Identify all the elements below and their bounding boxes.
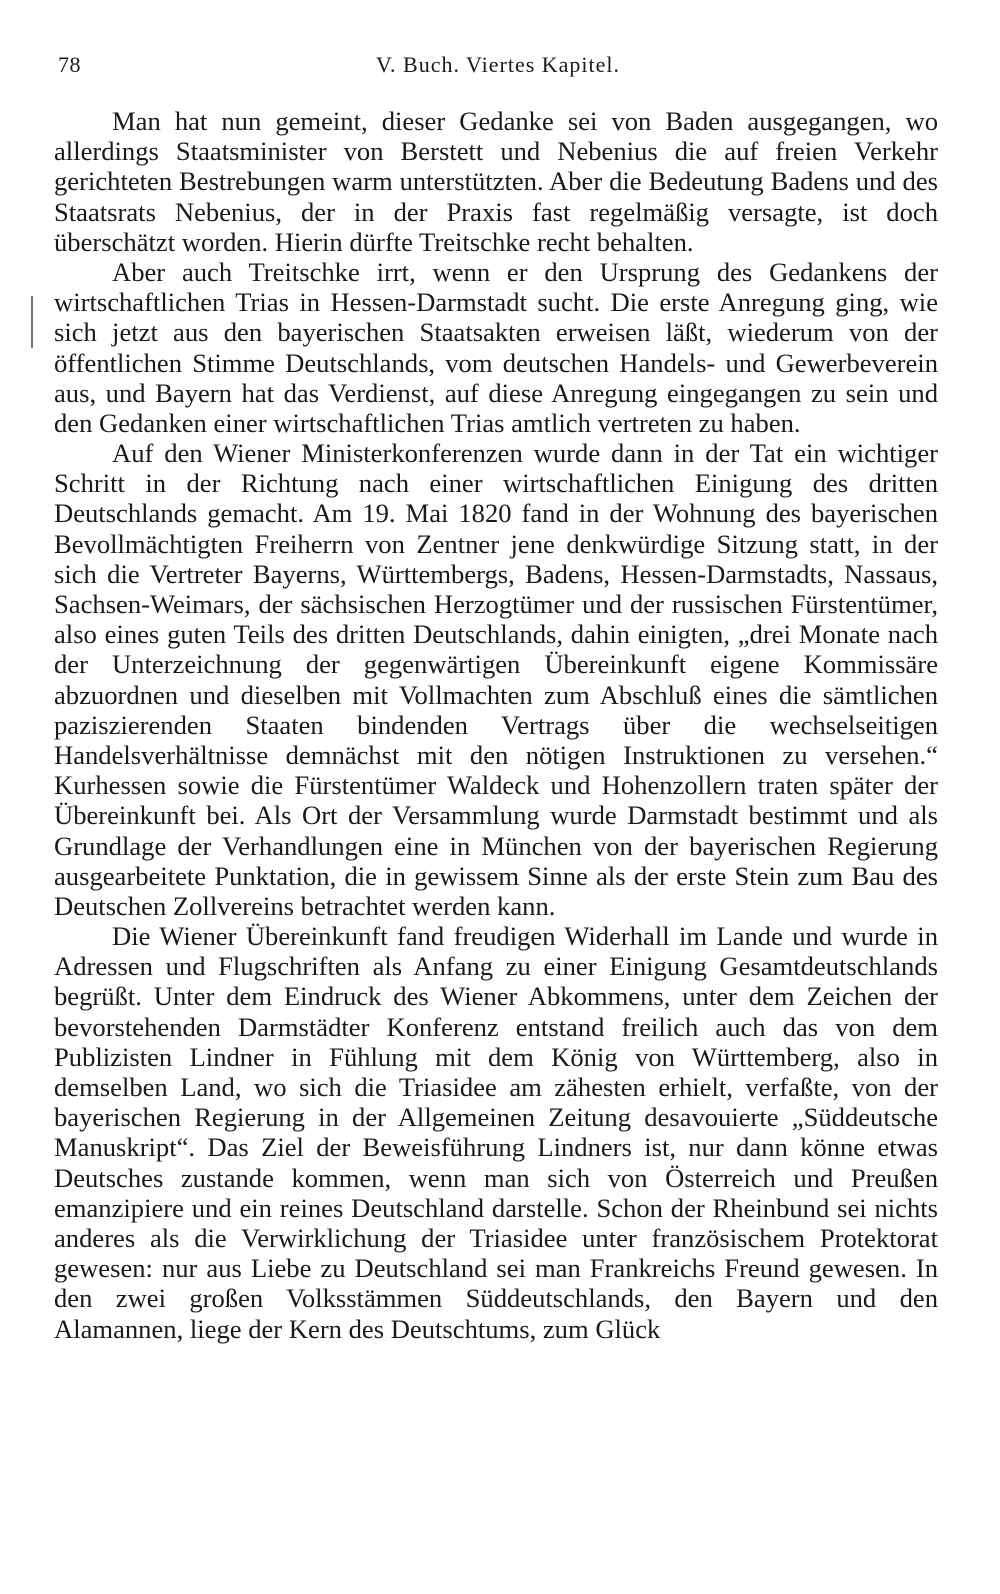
paragraph-4: Die Wiener Übereinkunft fand freudigen Widerhall im Lande und wurde in Adressen und Flugschriften als Anfang zu einer Einigung Gesamtdeutschlands begrüßt. Unter dem Eindruck des Wiener Abkommens, unter dem Zeichen der bevorstehenden Darmstädter Konferenz entstand freilich auch das von dem Publizisten Lindner in Fühlung mit dem König von Württemberg, also in demselben Land, wo sich die Triasidee am zähesten erhielt, verfaßte, von der bayerischen Regierung in der Allgemeinen Zeitung desavouierte „Süddeutsche Manuskript“. Das Ziel der Beweisführung Lindners ist, nur dann könne etwas Deutsches zustande kommen, wenn man sich von Österreich und Preußen emanzipiere und ein reines Deutschland darstelle. Schon der Rheinbund sei nichts anderes als die Verwirklichung der Triasidee unter französischem Protektorat gewesen: nur aus Liebe zu Deutschland sei man Frankreichs Freund gewesen. In den zwei großen Volksstämmen Süddeutschlands, den Bayern und den Alamannen, liege der Kern des Deutschtums, zum Glück <box>54 921 938 1344</box>
paragraph-3: Auf den Wiener Ministerkonferenzen wurde dann in der Tat ein wichtiger Schritt in der Richtung nach einer wirtschaftlichen Einigung des dritten Deutschlands gemacht. Am 19. Mai 1820 fand in der Wohnung des bayerischen Bevollmächtigten Freiherrn von Zentner jene denkwürdige Sitzung statt, in der sich die Vertreter Bayerns, Württembergs, Badens, Hessen-Darmstadts, Nassaus, Sachsen-Weimars, der sächsischen Herzogtümer und der russischen Fürstentümer, also eines guten Teils des dritten Deutschlands, dahin einigten, „drei Monate nach der Unterzeichnung der gegenwärtigen Übereinkunft eigene Kommissäre abzuordnen und dieselben mit Vollmachten zum Abschluß eines die sämtlichen paziszierenden Staaten bindenden Vertrags über die wechselseitigen Handelsverhältnisse demnächst mit den nötigen Instruktionen zu versehen.“ Kurhessen sowie die Fürstentümer Waldeck und Hohenzollern traten später der Übereinkunft bei. Als Ort der Versammlung wurde Darmstadt bestimmt und als Grundlage der Verhandlungen eine in München von der bayerischen Regierung ausgearbeitete Punktation, die in gewissem Sinne als der erste Stein zum Bau des Deutschen Zollvereins betrachtet werden kann. <box>54 438 938 921</box>
margin-pencil-mark <box>31 296 33 348</box>
page-header <box>58 52 938 88</box>
paragraph-2: Aber auch Treitschke irrt, wenn er den Ursprung des Gedankens der wirtschaftlichen Trias in Hessen-Darmstadt sucht. Die erste Anregung ging, wie sich jetzt aus den bayerischen Staatsakten erweisen läßt, wiederum von der öffentlichen Stimme Deutschlands, vom deutschen Handels- und Gewerbeverein aus, und Bayern hat das Verdienst, auf diese Anregung eingegangen zu sein und den Gedanken einer wirtschaftlichen Trias amtlich vertreten zu haben. <box>54 256 938 438</box>
running-title: V. Buch. Viertes Kapitel. <box>375 52 621 77</box>
paragraph-1: Man hat nun gemeint, dieser Gedanke sei von Baden ausgegangen, wo allerdings Staatsminister von Berstett und Nebenius die auf freien Verkehr gerichteten Bestrebungen warm unterstützten. Aber die Bedeutung Badens und des Staatsrats Nebenius, der in der Praxis fast regelmäßig versagte, ist doch überschätzt worden. Hierin dürfte Treitschke recht behalten. <box>54 106 938 257</box>
body-text <box>54 106 938 1344</box>
page-number: 78 <box>58 52 81 77</box>
